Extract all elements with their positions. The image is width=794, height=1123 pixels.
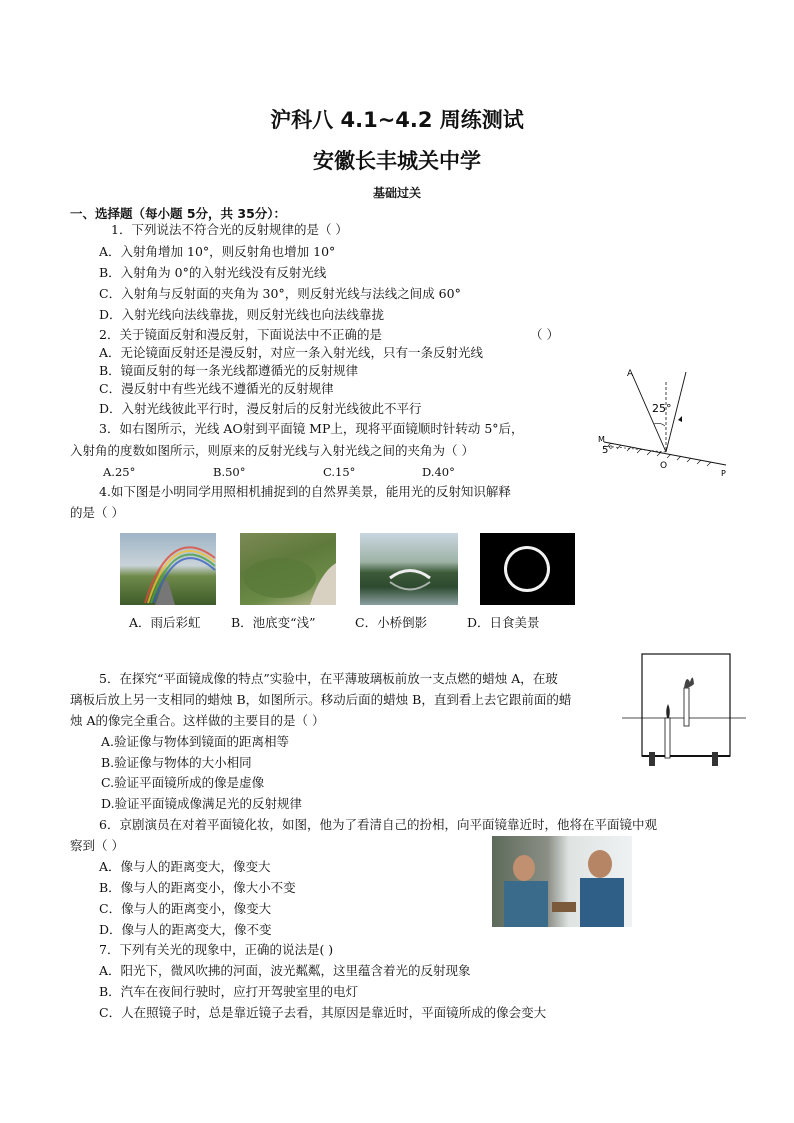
- q5-stem-line1: 5．在探究“平面镜成像的特点”实验中，在平薄玻璃板前放一支点燃的蜡烛 A，在玻: [99, 671, 558, 686]
- q5-stem-line3: 烛 A的像完全重合。这样做的主要目的是（ ）: [70, 713, 325, 728]
- section-heading-choice: 一、选择题（每小题 5分，共 35分）：: [70, 206, 287, 221]
- q6-option-b: B．像与人的距离变小，像大小不变: [99, 880, 296, 895]
- solar-eclipse-photo: [480, 533, 575, 605]
- label-angle-5: 5°: [602, 445, 614, 456]
- q5-option-d: D.验证平面镜成像满足光的反射规律: [101, 796, 303, 811]
- q1-option-c: C．入射角与反射面的夹角为 30°，则反射光线与法线之间成 60°: [99, 286, 461, 301]
- q3-option-b: B.50°: [213, 465, 246, 479]
- q5-option-a: A.验证像与物体到镜面的距离相等: [101, 734, 290, 749]
- q3-option-c: C.15°: [323, 465, 356, 479]
- q4-stem-line1: 4.如下图是小明同学用照相机捕捉到的自然界美景，能用光的反射知识解释: [99, 484, 511, 499]
- q5-option-c: C.验证平面镜所成的像是虚像: [101, 775, 265, 790]
- q1-stem: 1．下列说法不符合光的反射规律的是（ ）: [111, 222, 348, 237]
- mirror-reflection-diagram: [596, 362, 746, 477]
- q7-option-b: B．汽车在夜间行驶时，应打开驾驶室里的电灯: [99, 984, 359, 999]
- opera-actor-mirror-photo: [492, 836, 632, 927]
- q3-stem-line1: 3．如右图所示，光线 AO射到平面镜 MP上，现将平面镜顺时针转动 5°后，: [99, 421, 524, 436]
- label-o: O: [660, 461, 668, 471]
- q1-option-a: A．入射角增加 10°，则反射角也增加 10°: [99, 244, 336, 259]
- q2-stem: 2．关于镜面反射和漫反射，下面说法中不正确的是: [99, 327, 382, 342]
- page-title: 沪科八 4.1~4.2 周练测试: [270, 108, 524, 132]
- rainbow-photo: [120, 533, 216, 605]
- section-subtitle: 基础过关: [372, 186, 421, 200]
- q7-stem: 7．下列有关光的现象中，正确的说法是( ): [99, 942, 334, 957]
- q6-option-d: D．像与人的距离变大，像不变: [99, 922, 272, 937]
- q2-option-a: A．无论镜面反射还是漫反射，对应一条入射光线，只有一条反射光线: [99, 345, 484, 360]
- label-p: P: [721, 469, 726, 477]
- q3-stem-line2: 入射角的度数如图所示，则原来的反射光线与入射光线之间的夹角为（ ）: [70, 443, 474, 458]
- school-name: 安徽长丰城关中学: [313, 149, 481, 173]
- q6-option-a: A．像与人的距离变大，像变大: [99, 859, 271, 874]
- q5-option-b: B.验证像与物体的大小相同: [101, 755, 252, 770]
- q3-option-a: A.25°: [103, 465, 136, 479]
- q6-stem-line2: 察到（ ）: [70, 838, 124, 853]
- q2-option-c: C．漫反射中有些光线不遵循光的反射规律: [99, 381, 334, 396]
- q3-option-d: D.40°: [422, 465, 455, 479]
- q5-stem-line2: 璃板后放上另一支相同的蜡烛 B，如图所示。移动后面的蜡烛 B，直到看上去它跟前面的蜡: [70, 692, 572, 707]
- q2-answer-paren: （ ）: [530, 327, 559, 342]
- label-angle-25: 25°: [652, 402, 672, 415]
- q7-option-a: A．阳光下，微风吹拂的河面，波光粼粼，这里蕴含着光的反射现象: [99, 963, 471, 978]
- q1-option-d: D．入射光线向法线靠拢，则反射光线也向法线靠拢: [99, 307, 385, 322]
- q4-option-d: D．日食美景: [467, 615, 540, 630]
- q2-option-b: B．镜面反射的每一条光线都遵循光的反射规律: [99, 363, 359, 378]
- q4-stem-line2: 的是（ ）: [70, 505, 124, 520]
- pool-photo: [240, 533, 336, 605]
- q7-option-c: C．人在照镜子时，总是靠近镜子去看，其原因是靠近时，平面镜所成的像会变大: [99, 1005, 547, 1020]
- q4-option-a: A．雨后彩虹: [129, 615, 201, 630]
- bridge-reflection-photo: [360, 533, 458, 605]
- plane-mirror-candle-diagram: [622, 652, 746, 772]
- q4-option-b: B．池底变“浅”: [231, 615, 316, 630]
- q2-option-d: D．入射光线彼此平行时，漫反射后的反射光线彼此不平行: [99, 401, 422, 416]
- q6-stem-line1: 6．京剧演员在对着平面镜化妆，如图，他为了看清自己的扮相，向平面镜靠近时，他将在平面镜中观: [99, 817, 657, 832]
- q4-option-c: C．小桥倒影: [355, 615, 428, 630]
- q1-option-b: B．入射角为 0°的入射光线没有反射光线: [99, 265, 327, 280]
- q6-option-c: C．像与人的距离变小，像变大: [99, 901, 272, 916]
- label-m: M: [598, 435, 605, 444]
- label-a: A: [627, 369, 634, 379]
